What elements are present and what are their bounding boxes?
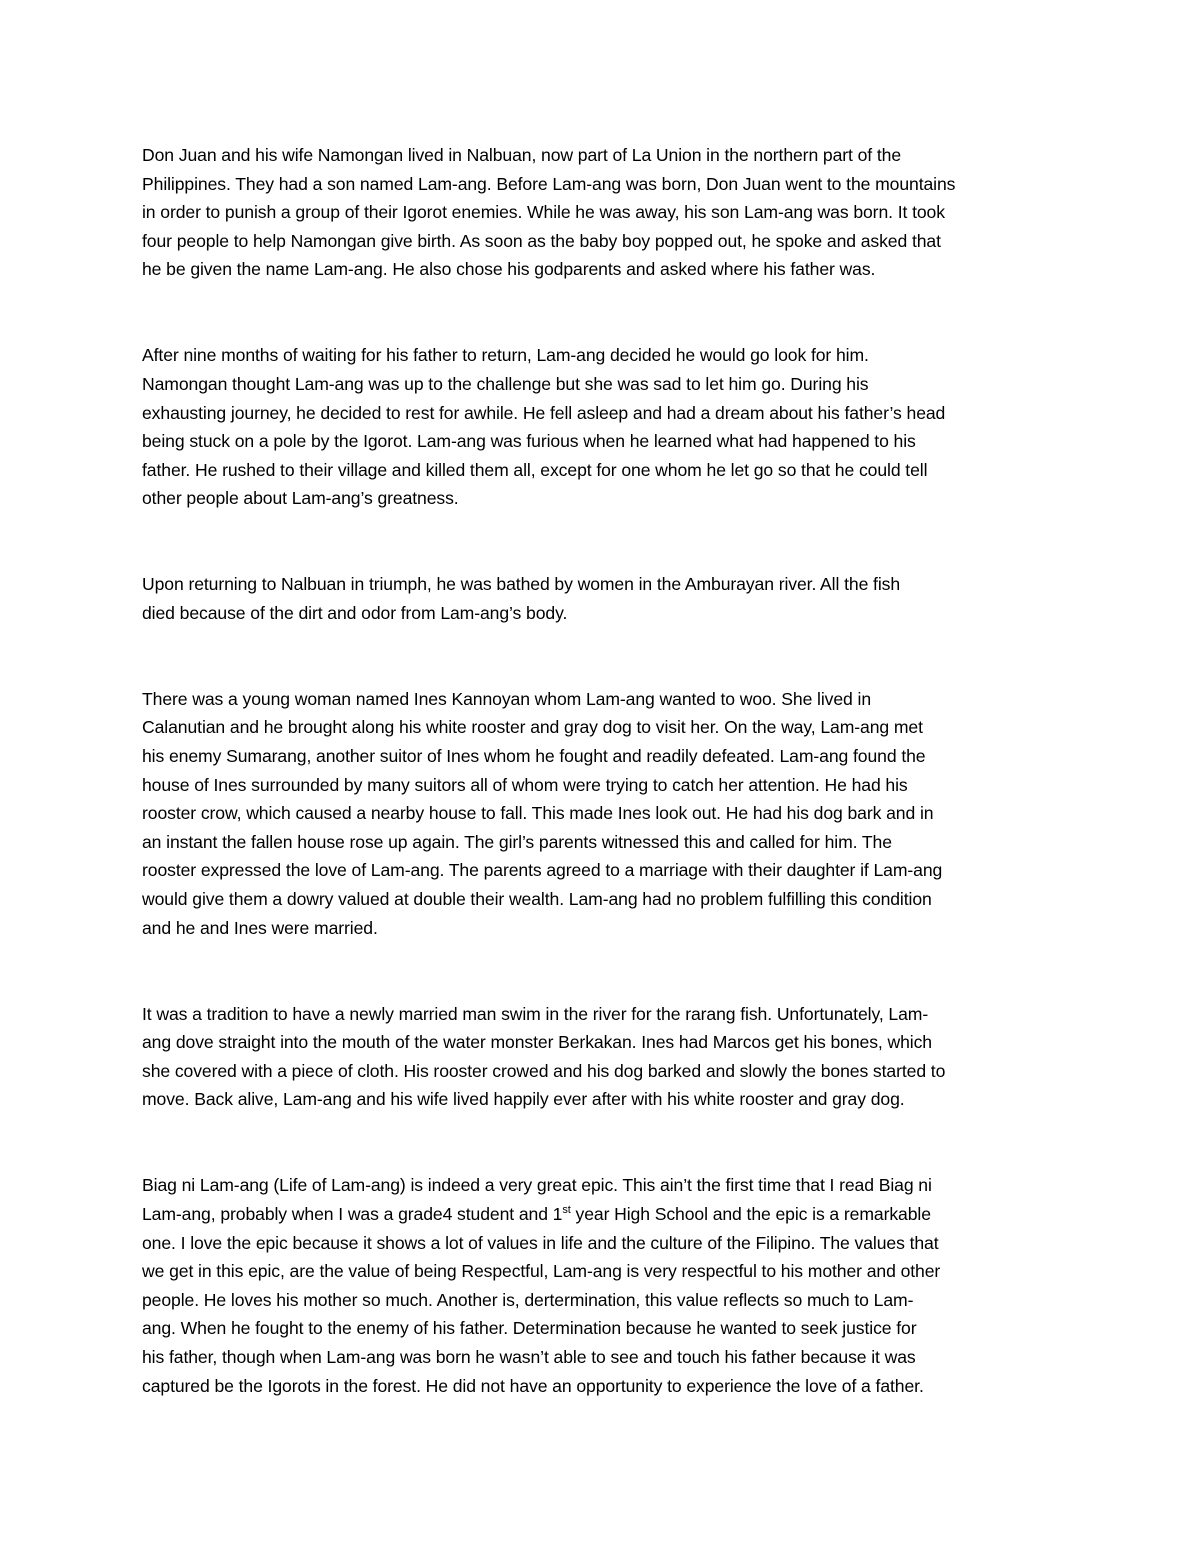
text-line: Calanutian and he brought along his white rooster and gray dog to visit her. On the way, Lam-ang met <box>142 717 923 738</box>
text-line: his enemy Sumarang, another suitor of Ines whom he fought and readily defeated. Lam-ang found the <box>142 746 926 767</box>
text-line: died because of the dirt and odor from Lam-ang’s body. <box>142 602 568 623</box>
paragraph-6 <box>142 1171 1060 1400</box>
text-line: father. He rushed to their village and killed them all, except for one whom he let go so that he could tell <box>142 459 928 480</box>
text-line: other people about Lam-ang’s greatness. <box>142 488 459 509</box>
text-line: people. He loves his mother so much. Another is, dertermination, this value reflects so much to Lam- <box>142 1289 914 1310</box>
text-line: an instant the fallen house rose up again. The girl’s parents witnessed this and called for him. The <box>142 831 892 852</box>
text-line: rooster expressed the love of Lam-ang. The parents agreed to a marriage with their daughter if Lam-ang <box>142 860 943 881</box>
paragraph-spacer <box>142 628 1060 685</box>
text-line: ang. When he fought to the enemy of his father. Determination because he wanted to seek justice for <box>142 1318 917 1339</box>
text-line: his father, though when Lam-ang was born he wasn’t able to see and touch his father because it was <box>142 1346 916 1367</box>
document-body <box>142 141 1060 1400</box>
text-line: rooster crow, which caused a nearby house to fall. This made Ines look out. He had his dog bark and in <box>142 803 934 824</box>
paragraph-5 <box>142 1000 1060 1114</box>
paragraph-1 <box>142 141 1060 284</box>
text-line: After nine months of waiting for his father to return, Lam-ang decided he would go look for him. <box>142 345 869 366</box>
text-line: Upon returning to Nalbuan in triumph, he was bathed by women in the Amburayan river. All the fish <box>142 574 901 595</box>
text-line: captured be the Igorots in the forest. He did not have an opportunity to experience the love of a father. <box>142 1375 924 1396</box>
text-line: being stuck on a pole by the Igorot. Lam-ang was furious when he learned what had happened to his <box>142 431 916 452</box>
text-line: and he and Ines were married. <box>142 917 378 938</box>
paragraph-spacer <box>142 284 1060 341</box>
text-line: Don Juan and his wife Namongan lived in Nalbuan, now part of La Union in the northern part of the <box>142 145 902 165</box>
text-line: in order to punish a group of their Igorot enemies. While he was away, his son Lam-ang was born. It took <box>142 202 945 223</box>
text-line: she covered with a piece of cloth. His rooster crowed and his dog barked and slowly the bones started to <box>142 1060 946 1081</box>
text-line: Biag ni Lam-ang (Life of Lam-ang) is indeed a very great epic. This ain’t the first time that I read Biag ni <box>142 1175 932 1196</box>
text-line-with-superscript <box>142 1200 1060 1229</box>
paragraph-2 <box>142 341 1060 513</box>
text-line: move. Back alive, Lam-ang and his wife lived happily ever after with his white rooster and gray dog. <box>142 1089 905 1110</box>
text-line: Namongan thought Lam-ang was up to the challenge but she was sad to let him go. During his <box>142 373 869 394</box>
paragraph-spacer <box>142 1114 1060 1171</box>
paragraph-spacer <box>142 942 1060 999</box>
text-fragment: Lam-ang, probably when I was a grade4 student and 1 <box>142 1203 563 1224</box>
text-line: we get in this epic, are the value of being Respectful, Lam-ang is very respectful to his mother and other <box>142 1261 941 1282</box>
paragraph-3 <box>142 570 1060 627</box>
text-line: It was a tradition to have a newly married man swim in the river for the rarang fish. Unfortunately, Lam- <box>142 1003 929 1024</box>
text-line: exhausting journey, he decided to rest for awhile. He fell asleep and had a dream about his father’s head <box>142 402 946 423</box>
text-line: four people to help Namongan give birth. As soon as the baby boy popped out, he spoke and asked that <box>142 230 941 251</box>
text-line: one. I love the epic because it shows a lot of values in life and the culture of the Filipino. The values that <box>142 1232 939 1253</box>
text-line: There was a young woman named Ines Kannoyan whom Lam-ang wanted to woo. She lived in <box>142 688 872 709</box>
paragraph-4 <box>142 685 1060 942</box>
paragraph-spacer <box>142 513 1060 570</box>
text-line: ang dove straight into the mouth of the water monster Berkakan. Ines had Marcos get his bones, which <box>142 1032 932 1053</box>
text-fragment: year High School and the epic is a remarkable <box>570 1203 931 1224</box>
text-line: he be given the name Lam-ang. He also chose his godparents and asked where his father was. <box>142 259 876 280</box>
text-line: Philippines. They had a son named Lam-ang. Before Lam-ang was born, Don Juan went to the mountains <box>142 173 956 194</box>
text-line: house of Ines surrounded by many suitors all of whom were trying to catch her attention. He had his <box>142 774 908 795</box>
text-line: would give them a dowry valued at double their wealth. Lam-ang had no problem fulfilling this condition <box>142 889 932 910</box>
ordinal-superscript: st <box>562 1204 571 1217</box>
